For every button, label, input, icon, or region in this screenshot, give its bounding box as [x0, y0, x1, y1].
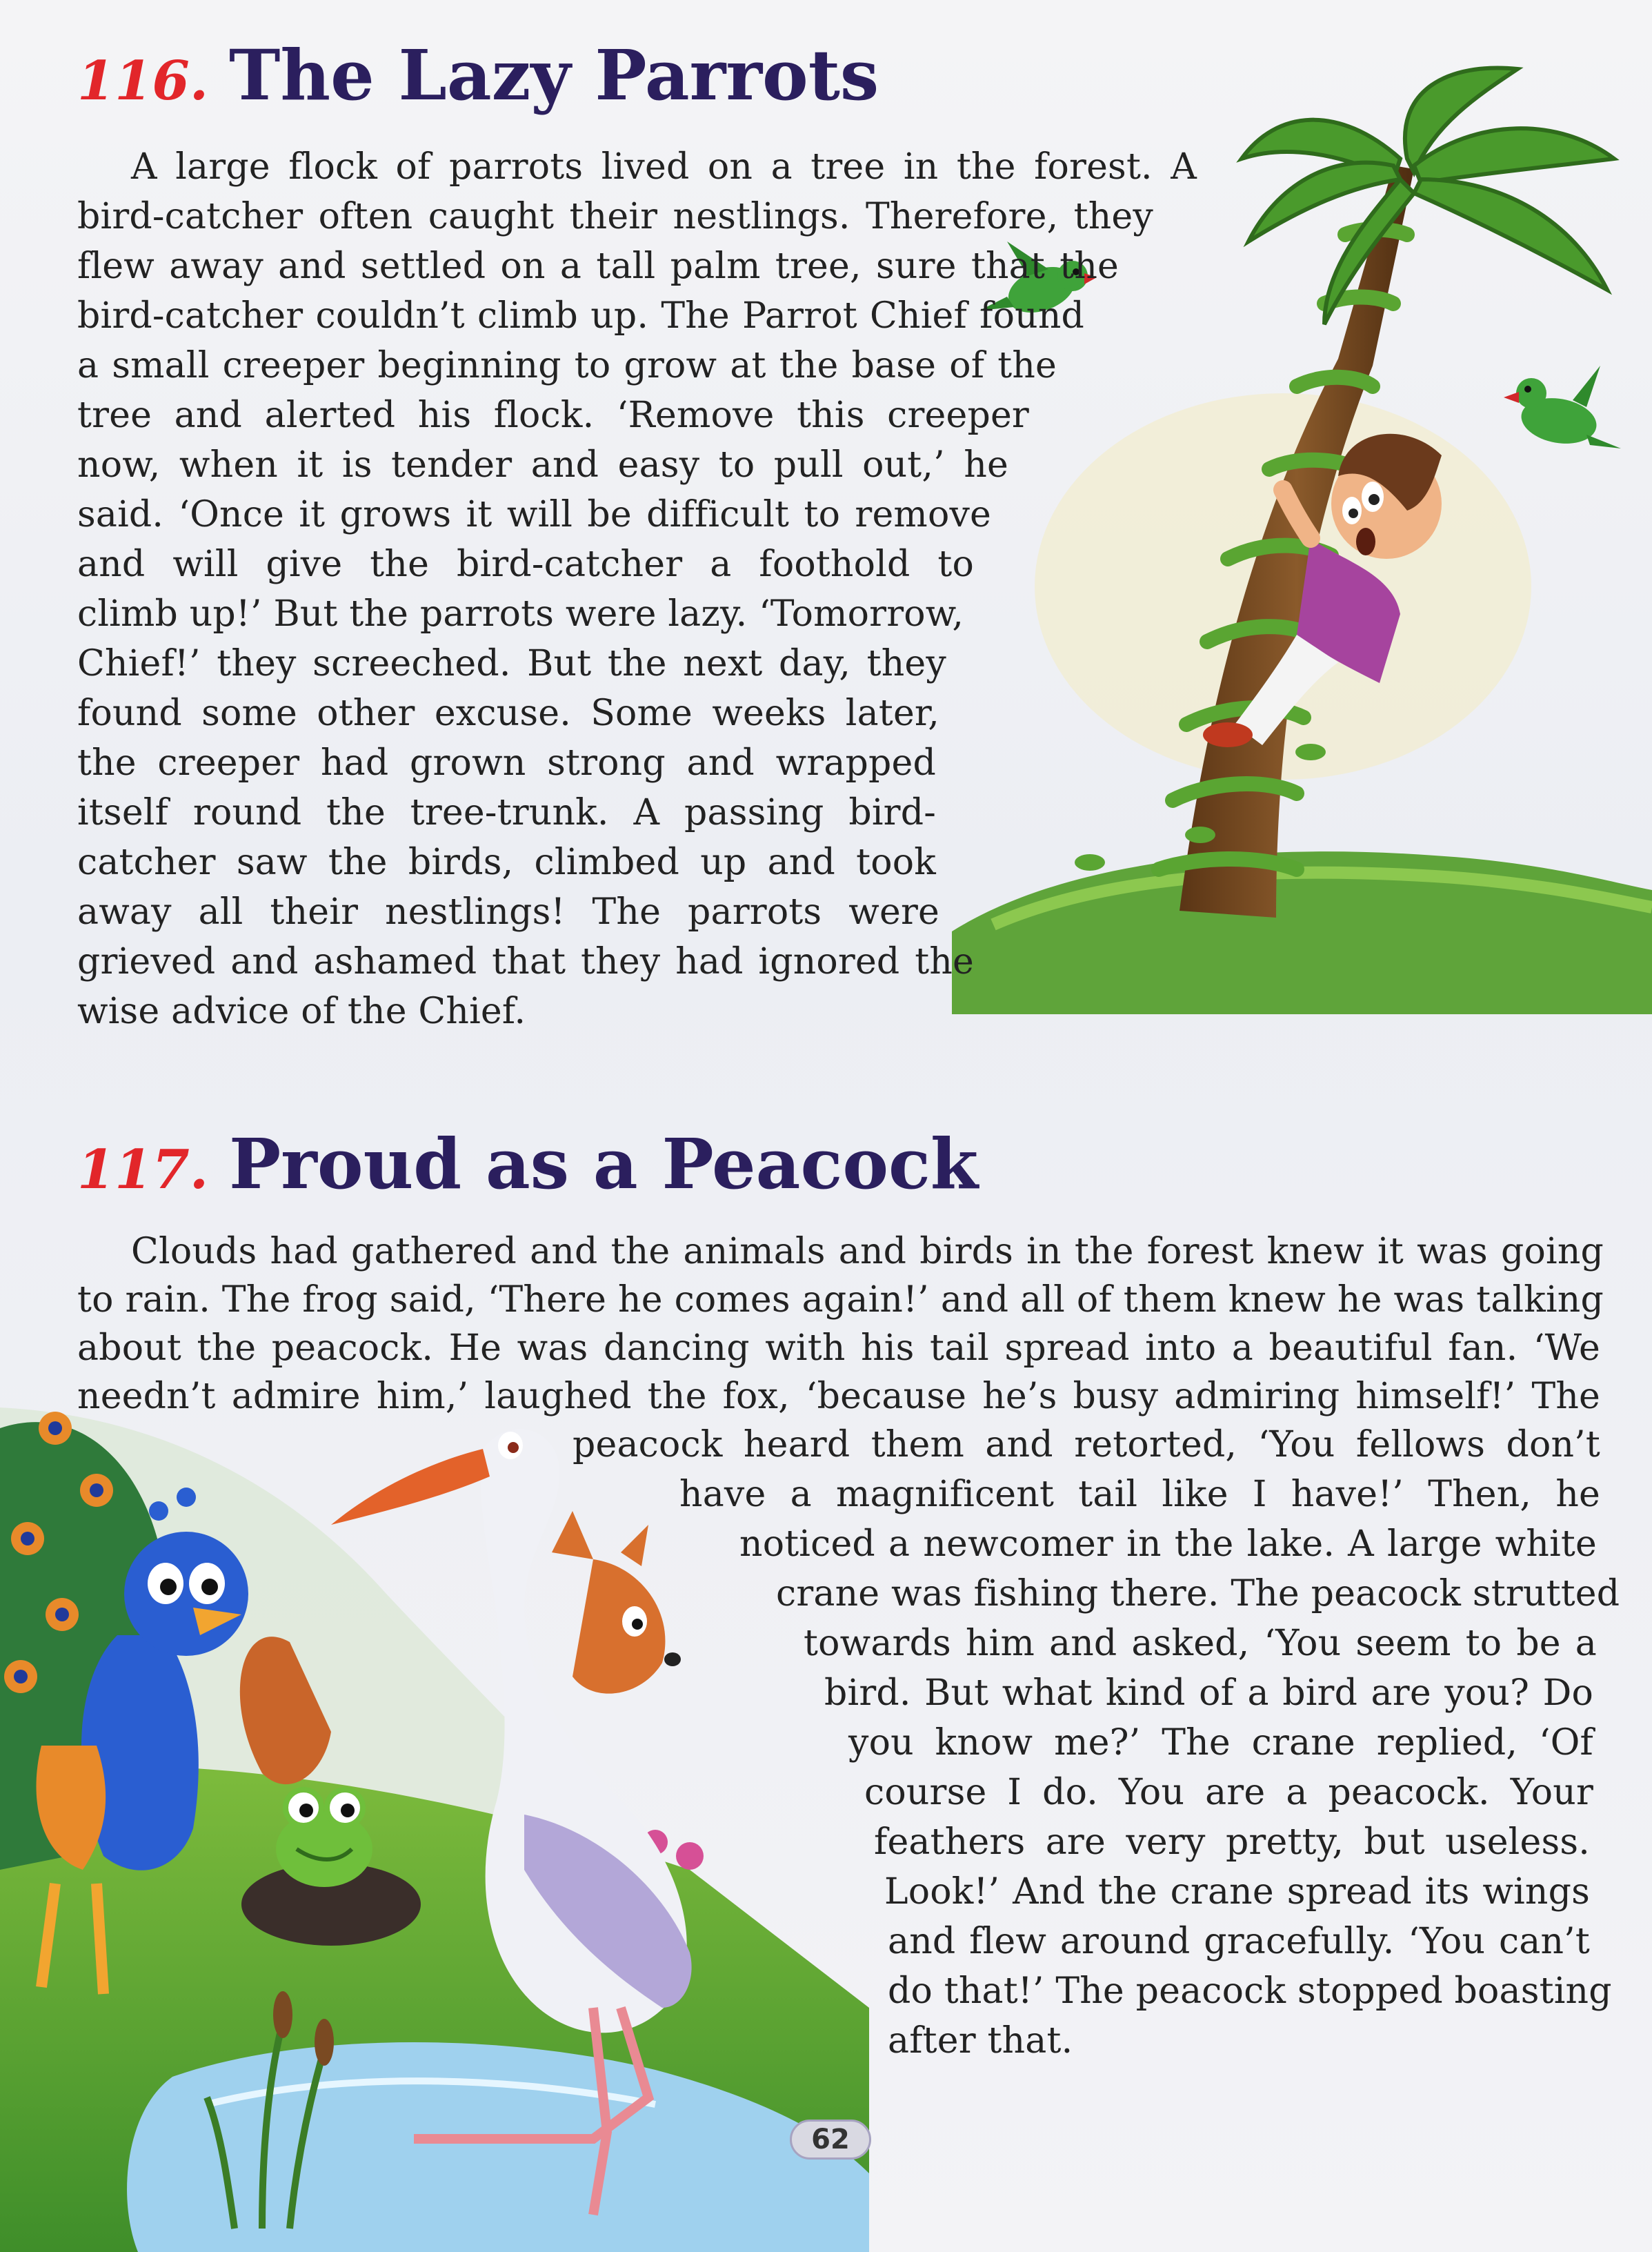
text-line: climb up!’ But the parrots were lazy. ‘Tomorrow, — [77, 593, 964, 635]
text-line: flew away and settled on a tall palm tree, sure that the — [77, 246, 1119, 287]
text-line: a small creeper beginning to grow at the base of the — [77, 345, 1057, 386]
text-line: peacock heard them and retorted, ‘You fellows don’t — [573, 1424, 1600, 1465]
text-line: after that. — [888, 2020, 1073, 2062]
text-line: said. ‘Once it grows it will be difficult to remove — [77, 494, 991, 535]
text-line: towards him and asked, ‘You seem to be a — [804, 1623, 1597, 1664]
text-line: Look!’ And the crane spread its wings — [884, 1871, 1590, 1913]
text-line: noticed a newcomer in the lake. A large white — [739, 1523, 1597, 1565]
page-number: 62 — [790, 2120, 871, 2160]
text-line: tree and alerted his flock. ‘Remove this creeper — [77, 395, 1029, 436]
text-line: Clouds had gathered and the animals and birds in the forest knew it was going — [131, 1231, 1604, 1272]
text-line: have a magnificent tail like I have!’ Then, he — [679, 1474, 1600, 1515]
text-line: wise advice of the Chief. — [77, 991, 526, 1032]
text-line: found some other excuse. Some weeks later, — [77, 693, 939, 734]
story-116-heading — [77, 34, 879, 116]
text-line: Chief!’ they screeched. But the next day, they — [77, 643, 946, 684]
text-line: now, when it is tender and easy to pull out,’ he — [77, 444, 1008, 486]
story-title: The Lazy Parrots — [228, 34, 879, 116]
text-line: the creeper had grown strong and wrapped — [77, 742, 936, 784]
text-line: itself round the tree-trunk. A passing bird- — [77, 792, 936, 833]
text-line: bird-catcher couldn’t climb up. The Parrot Chief found — [77, 295, 1084, 337]
text-line: do that!’ The peacock stopped boasting — [888, 1970, 1612, 2012]
story-title: Proud as a Peacock — [228, 1123, 979, 1205]
text-line: bird. But what kind of a bird are you? Do — [824, 1672, 1593, 1714]
text-line: to rain. The frog said, ‘There he comes again!’ and all of them knew he was talking — [77, 1279, 1604, 1321]
text-line: about the peacock. He was dancing with his tail spread into a beautiful fan. ‘We — [77, 1327, 1600, 1369]
flying-parrot-2 — [1504, 366, 1621, 449]
text-line: bird-catcher often caught their nestlings. Therefore, they — [77, 196, 1153, 237]
text-line: catcher saw the birds, climbed up and took — [77, 842, 936, 883]
text-line: course I do. You are a peacock. Your — [864, 1772, 1593, 1813]
text-line: A large flock of parrots lived on a tree in the forest. A — [131, 146, 1197, 188]
story-117-heading — [77, 1123, 978, 1205]
text-line: crane was fishing there. The peacock strutted — [776, 1573, 1620, 1614]
text-line: you know me?’ The crane replied, ‘Of — [848, 1722, 1593, 1764]
text-line: feathers are very pretty, but useless. — [874, 1821, 1590, 1863]
text-line: grieved and ashamed that they had ignored the — [77, 941, 974, 982]
text-line: and will give the bird-catcher a foothold to — [77, 544, 974, 585]
text-line: needn’t admire him,’ laughed the fox, ‘because he’s busy admiring himself!’ The — [77, 1376, 1600, 1417]
text-line: and flew around gracefully. ‘You can’t — [888, 1921, 1590, 1962]
text-line: away all their nestlings! The parrots were — [77, 891, 939, 933]
story-number: 117. — [77, 1138, 208, 1201]
story-number: 116. — [77, 50, 208, 112]
